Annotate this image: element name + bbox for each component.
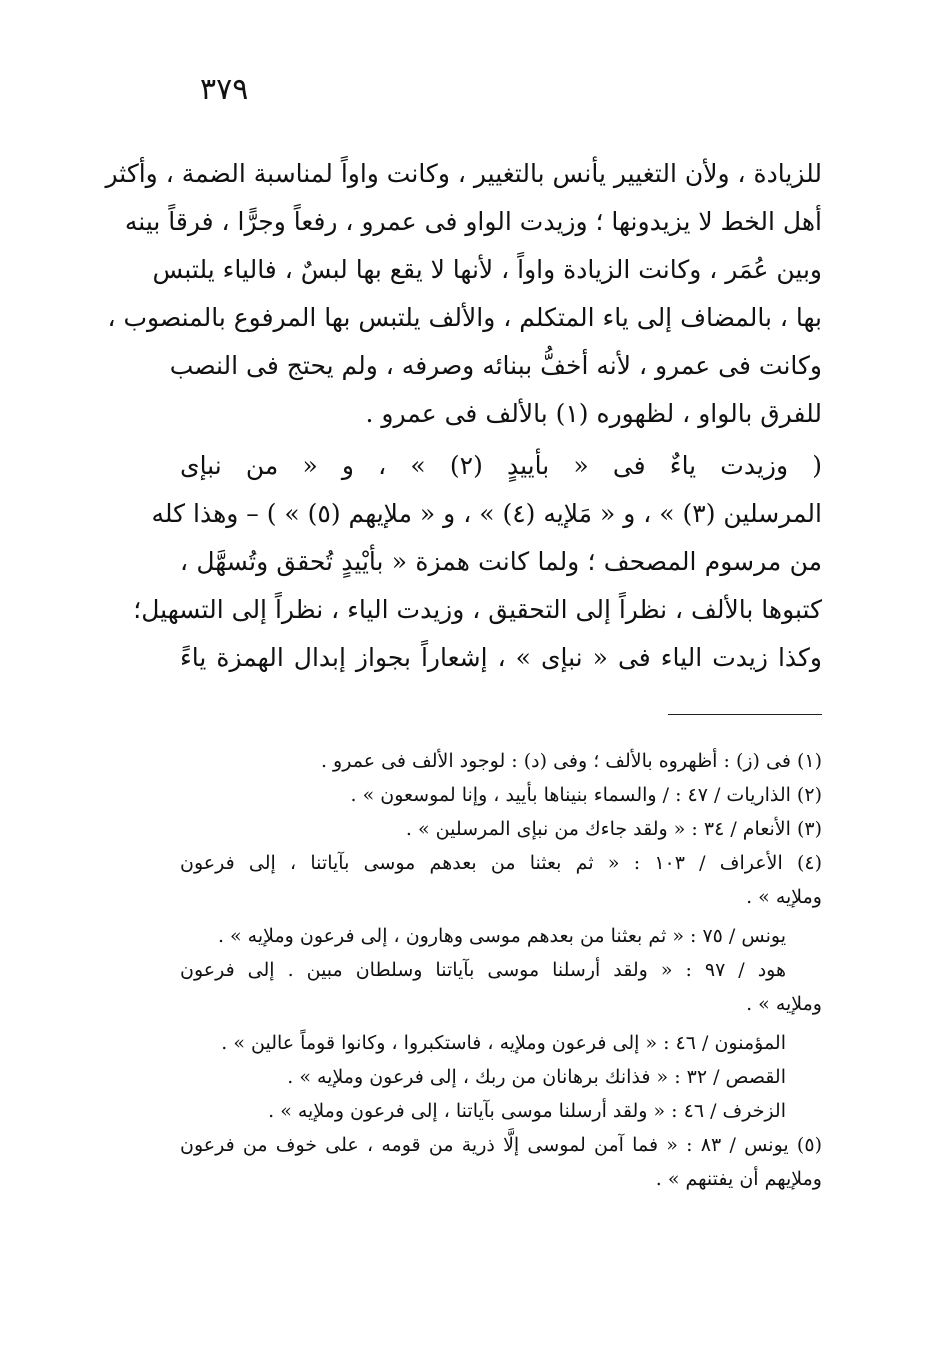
- footnotes: [180, 744, 822, 1196]
- paragraph-1: [105, 150, 822, 438]
- footnote-line: وملإيه » .: [746, 993, 822, 1015]
- footnote-line: (٢) الذاريات / ٤٧ : / والسماء بنيناها بأييد ، وإنا لموسعون » .: [350, 784, 822, 806]
- footnote-line: وملإيهم أن يفتنهم » .: [655, 1168, 822, 1190]
- footnote-line: المؤمنون / ٤٦ : « إلى فرعون وملإيه ، فاستكبروا ، وكانوا قوماً عالين » .: [221, 1032, 786, 1054]
- body-line: وكذا زيدت الياء فى « نبإى » ، إشعاراً بجواز إبدال الهمزة ياءً: [180, 643, 822, 672]
- footnote-line: (٥) يونس / ٨٣ : « فما آمن لموسى إلَّا ذرية من قومه ، على خوف من فرعون: [180, 1134, 822, 1156]
- footnote-separator: [668, 714, 822, 715]
- body-line: وكانت فى عمرو ، لأنه أخفُّ ببنائه وصرفه ، ولم يحتج فى النصب: [169, 351, 822, 380]
- footnote-line: (١) فى (ز) : أظهروه بالألف ؛ وفى (د) : لوجود الألف فى عمرو .: [320, 750, 822, 772]
- page-number: ٣٧٩: [200, 72, 249, 107]
- footnote-line: (٣) الأنعام / ٣٤ : « ولقد جاءك من نبإى المرسلين » .: [405, 818, 822, 840]
- body-line: وبين عُمَر ، وكانت الزيادة واواً ، لأنها لا يقع بها لبسٌ ، فالياء يلتبس: [152, 255, 822, 284]
- body-line: للزيادة ، ولأن التغيير يأنس بالتغيير ، وكانت واواً لمناسبة الضمة ، وأكثر: [105, 159, 822, 188]
- body-line: ( وزيدت ياءٌ فى « بأييدٍ (٢) » ، و « من نبإى: [180, 451, 822, 480]
- body-line: للفرق بالواو ، لظهوره (١) بالألف فى عمرو .: [365, 399, 822, 428]
- footnote-line: يونس / ٧٥ : « ثم بعثنا من بعدهم موسى وهارون ، إلى فرعون وملإيه » .: [217, 925, 786, 947]
- footnote-line: القصص / ٣٢ : « فذانك برهانان من ربك ، إلى فرعون وملإيه » .: [287, 1066, 786, 1088]
- footnote-line: وملإيه » .: [746, 886, 822, 908]
- body-line: كتبوها بالألف ، نظراً إلى التحقيق ، وزيدت الياء ، نظراً إلى التسهيل؛: [133, 595, 822, 624]
- footnote-line: (٤) الأعراف / ١٠٣ : « ثم بعثنا من بعدهم موسى بآياتنا ، إلى فرعون: [180, 852, 822, 874]
- paragraph-2: [133, 442, 823, 682]
- footnote-line: الزخرف / ٤٦ : « ولقد أرسلنا موسى بآياتنا ، إلى فرعون وملإيه » .: [268, 1100, 786, 1122]
- body-line: من مرسوم المصحف ؛ ولما كانت همزة « بأيْيدٍ تُحقق وتُسهَّل ،: [180, 547, 823, 576]
- body-line: المرسلين (٣) » ، و « مَلإيه (٤) » ، و « ملإيهم (٥) » ) – وهذا كله: [151, 499, 822, 528]
- footnote-line: هود / ٩٧ : « ولقد أرسلنا موسى بآياتنا وسلطان مبين . إلى فرعون: [180, 959, 786, 981]
- body-line: أهل الخط لا يزيدونها ؛ وزيدت الواو فى عمرو ، رفعاً وجرًّا ، فرقاً بينه: [124, 207, 822, 236]
- body-line: بها ، بالمضاف إلى ياء المتكلم ، والألف يلتبس بها المرفوع بالمنصوب ،: [107, 303, 822, 332]
